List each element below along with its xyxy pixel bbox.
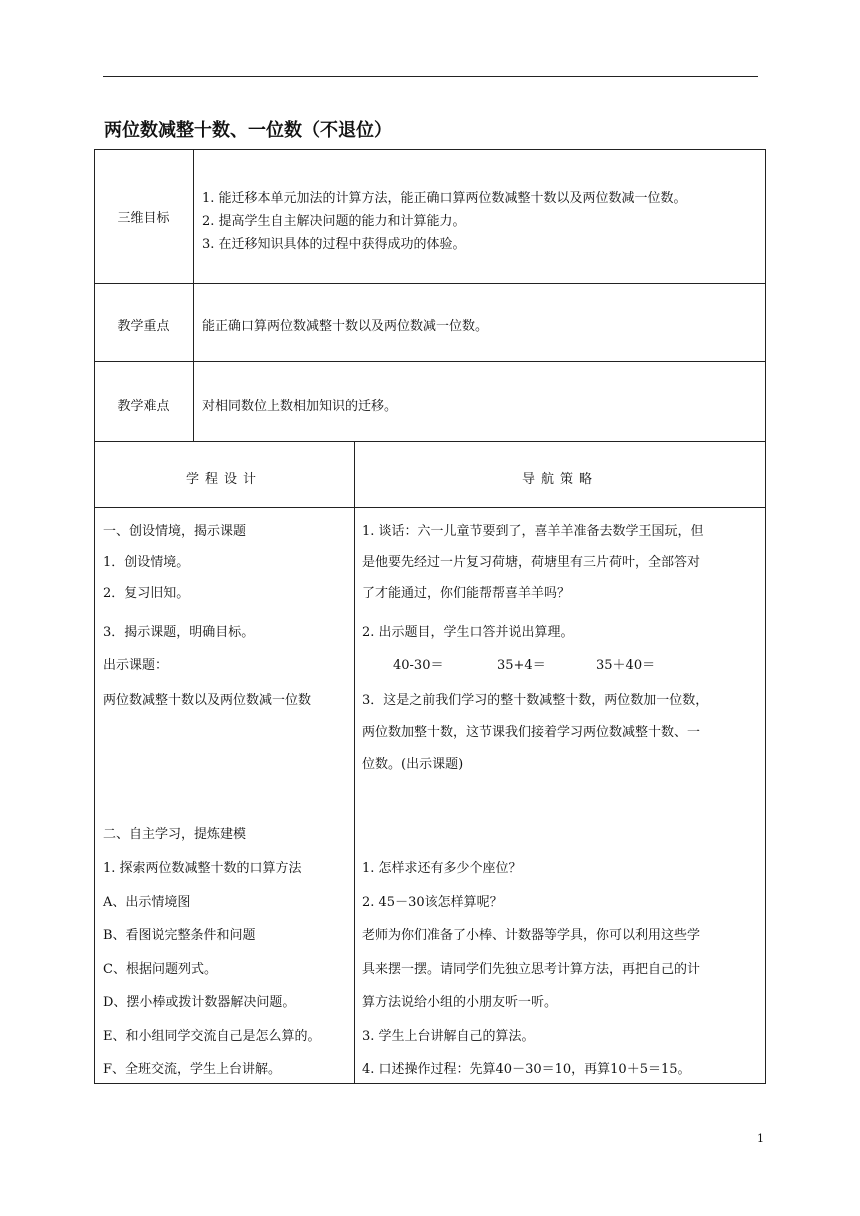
strategy-line: 算方法说给小组的小朋友听一听。 — [362, 995, 558, 1010]
process-line: 两位数减整十数以及两位数减一位数 — [103, 693, 312, 708]
page-number: 1 — [757, 1132, 764, 1145]
key-point-label: 教学重点 — [117, 319, 170, 334]
lesson-table — [94, 149, 766, 1084]
equation: 35+4＝ — [497, 658, 546, 673]
strategy-line: 4. 口述操作过程：先算40－30＝10，再算10＋5＝15。 — [362, 1062, 691, 1077]
row-divider — [94, 283, 766, 284]
process-line: 1. 探索两位数减整十数的口算方法 — [103, 861, 302, 876]
strategy-line: 具来摆一摆。请同学们先独立思考计算方法，再把自己的计 — [362, 962, 701, 977]
process-line: B、看图说完整条件和问题 — [103, 928, 256, 943]
strategy-line: 位数。(出示课题) — [362, 757, 464, 772]
process-line: F、全班交流，学生上台讲解。 — [103, 1062, 282, 1077]
strategy-line: 2. 45－30该怎样算呢？ — [362, 895, 503, 910]
goals-label: 三维目标 — [117, 211, 170, 226]
goal-item: 1. 能迁移本单元加法的计算方法，能正确口算两位数减整十数以及两位数减一位数。 — [202, 191, 687, 206]
strategy-line: 1. 谈话：六一儿童节要到了，喜羊羊准备去数学王国玩，但 — [362, 524, 704, 539]
page-title: 两位数减整十数、一位数（不退位） — [104, 120, 392, 141]
equation: 35＋40＝ — [596, 658, 656, 673]
process-line: D、摆小棒或拨计数器解决问题。 — [103, 995, 296, 1010]
row-divider — [94, 507, 766, 508]
goal-item: 3. 在迁移知识具体的过程中获得成功的体验。 — [202, 237, 466, 252]
col-divider — [354, 441, 355, 1084]
header-rule — [103, 76, 758, 77]
right-column-header: 导航策略 — [521, 472, 598, 487]
strategy-line: 了才能通过，你们能帮帮喜羊羊吗？ — [362, 586, 571, 601]
strategy-line: 两位数加整十数，这节课我们接着学习两位数减整十数、一 — [362, 725, 701, 740]
process-line: 二、自主学习，提炼建模 — [103, 827, 247, 842]
process-line: 出示课题： — [103, 658, 169, 673]
process-line: C、根据问题列式。 — [103, 962, 217, 977]
process-line: E、和小组同学交流自己是怎么算的。 — [103, 1029, 321, 1044]
left-column-header: 学程设计 — [185, 472, 262, 487]
strategy-line: 2. 出示题目，学生口答并说出算理。 — [362, 625, 574, 640]
strategy-line: 1. 怎样求还有多少个座位？ — [362, 861, 522, 876]
strategy-line: 是他要先经过一片复习荷塘，荷塘里有三片荷叶，全部答对 — [362, 555, 701, 570]
process-line: A、出示情境图 — [103, 895, 191, 910]
process-line: 2．复习旧知。 — [103, 586, 190, 601]
strategy-line: 老师为你们准备了小棒、计数器等学具，你可以利用这些学 — [362, 928, 701, 943]
key-point-text: 能正确口算两位数减整十数以及两位数减一位数。 — [202, 319, 489, 334]
process-line: 一、创设情境，揭示课题 — [103, 524, 247, 539]
strategy-line: 3．这是之前我们学习的整十数减整十数，两位数加一位数， — [362, 693, 709, 708]
row-divider — [94, 441, 766, 442]
equation: 40-30＝ — [393, 658, 444, 673]
strategy-line: 3. 学生上台讲解自己的算法。 — [362, 1029, 535, 1044]
col-divider — [193, 149, 194, 441]
process-line: 1．创设情境。 — [103, 555, 190, 570]
row-divider — [94, 361, 766, 362]
difficulty-text: 对相同数位上数相加知识的迁移。 — [202, 399, 398, 414]
process-line: 3．揭示课题，明确目标。 — [103, 625, 255, 640]
goal-item: 2. 提高学生自主解决问题的能力和计算能力。 — [202, 214, 466, 229]
difficulty-label: 教学难点 — [117, 399, 170, 414]
